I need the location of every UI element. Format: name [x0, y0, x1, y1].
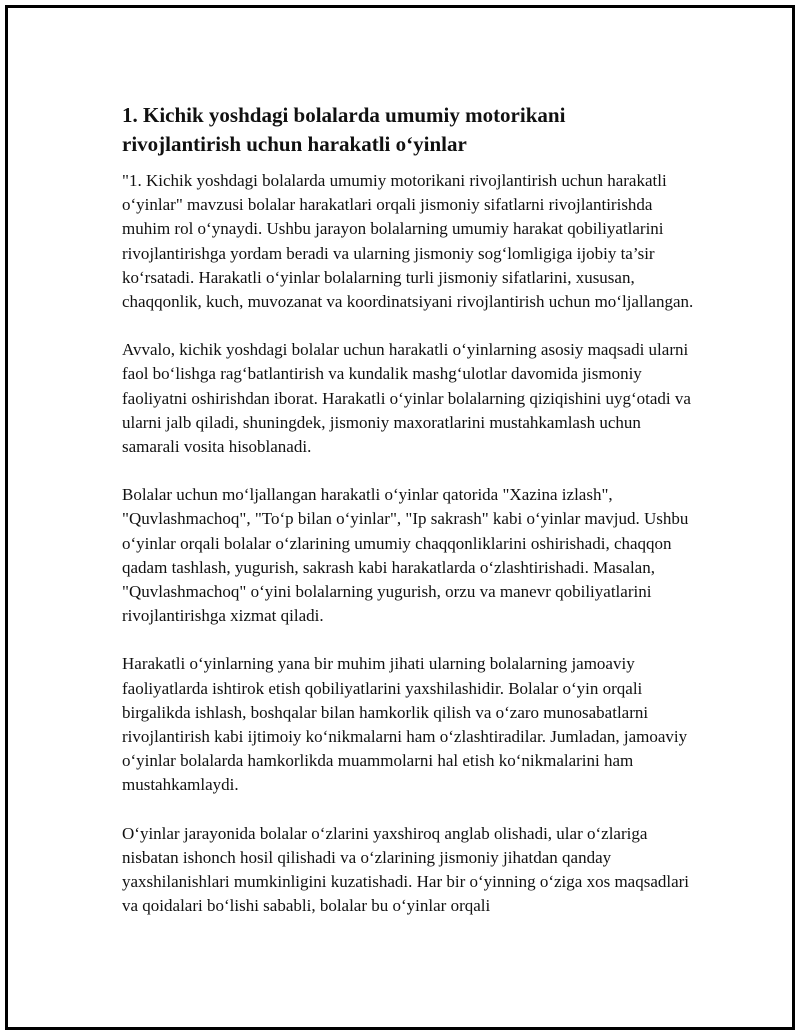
document-body [122, 101, 702, 942]
paragraph-5: O‘yinlar jarayonida bolalar o‘zlarini yaxshiroq anglab olishadi, ular o‘zlariga nisbatan ishonch hosil qilishadi va o‘zlarining jismoniy jihatdan qanday yaxshilanishlari mumkinligini kuzatishadi. Har bir o‘yinning o‘ziga xos maqsadlari va qoidalari bo‘lishi sababli, bolalar bu o‘yinlar orqali [122, 823, 690, 916]
paragraph-1: "1. Kichik yoshdagi bolalarda umumiy motorikani rivojlantirish uchun harakatli o‘yinlar" mavzusi bolalar harakatlari orqali jismoniy sifatlarni rivojlantirishda muhim rol o‘ynaydi. Ushbu jarayon bolalarning umumiy harakat qobiliyatlarini rivojlantirishga yordam beradi va ularning jismoniy sog‘lomligiga ijobiy ta’sir ko‘rsatadi. Harakatli o‘yinlar bolalarning turli jismoniy sifatlarini, xususan, chaqqonlik, kuch, muvozanat va koordinatsiyani rivojlantirish uchun mo‘ljallangan. [122, 171, 694, 312]
document-title: 1. Kichik yoshdagi bolalarda umumiy motorikani rivojlantirish uchun harakatli o‘yinlar [122, 103, 566, 156]
paragraph-2: Avvalo, kichik yoshdagi bolalar uchun harakatli o‘yinlarning asosiy maqsadi ularni faol bo‘lishga rag‘batlantirish va kundalik mashg‘ulotlar davomida jismoniy faoliyatni oshirishdan iborat. Harakatli o‘yinlar bolalarning qiziqishini uyg‘otadi va ularni jalb qiladi, shuningdek, jismoniy maxoratlarini mustahkamlash uchun samarali vosita hisoblanadi. [122, 340, 691, 457]
paragraph-3: Bolalar uchun mo‘ljallangan harakatli o‘yinlar qatorida "Xazina izlash", "Quvlashmachoq", "To‘p bilan o‘yinlar", "Ip sakrash" kabi o‘yinlar mavjud. Ushbu o‘yinlar orqali bolalar o‘zlarining umumiy chaqqonliklarini oshirishadi, chaqqon qadam tashlash, yugurish, sakrash kabi harakatlarda o‘zlashtirishadi. Masalan, "Quvlashmachoq" o‘yini bolalarning yugurish, orzu va manevr qobiliyatlarini rivojlantirishga xizmat qiladi. [122, 485, 689, 626]
paragraph-4: Harakatli o‘yinlarning yana bir muhim jihati ularning bolalarning jamoaviy faoliyatlarda ishtirok etish qobiliyatlarini yaxshilashidir. Bolalar o‘yin orqali birgalikda ishlash, boshqalar bilan hamkorlik qilish va o‘zaro munosabatlarni rivojlantirish kabi ijtimoiy ko‘nikmalarni ham o‘zlashtiradilar. Jumladan, jamoaviy o‘yinlar bolalarda hamkorlikda muammolarni hal etish ko‘nikmalarini ham mustahkamlaydi. [122, 654, 688, 795]
page-frame [5, 5, 795, 1030]
